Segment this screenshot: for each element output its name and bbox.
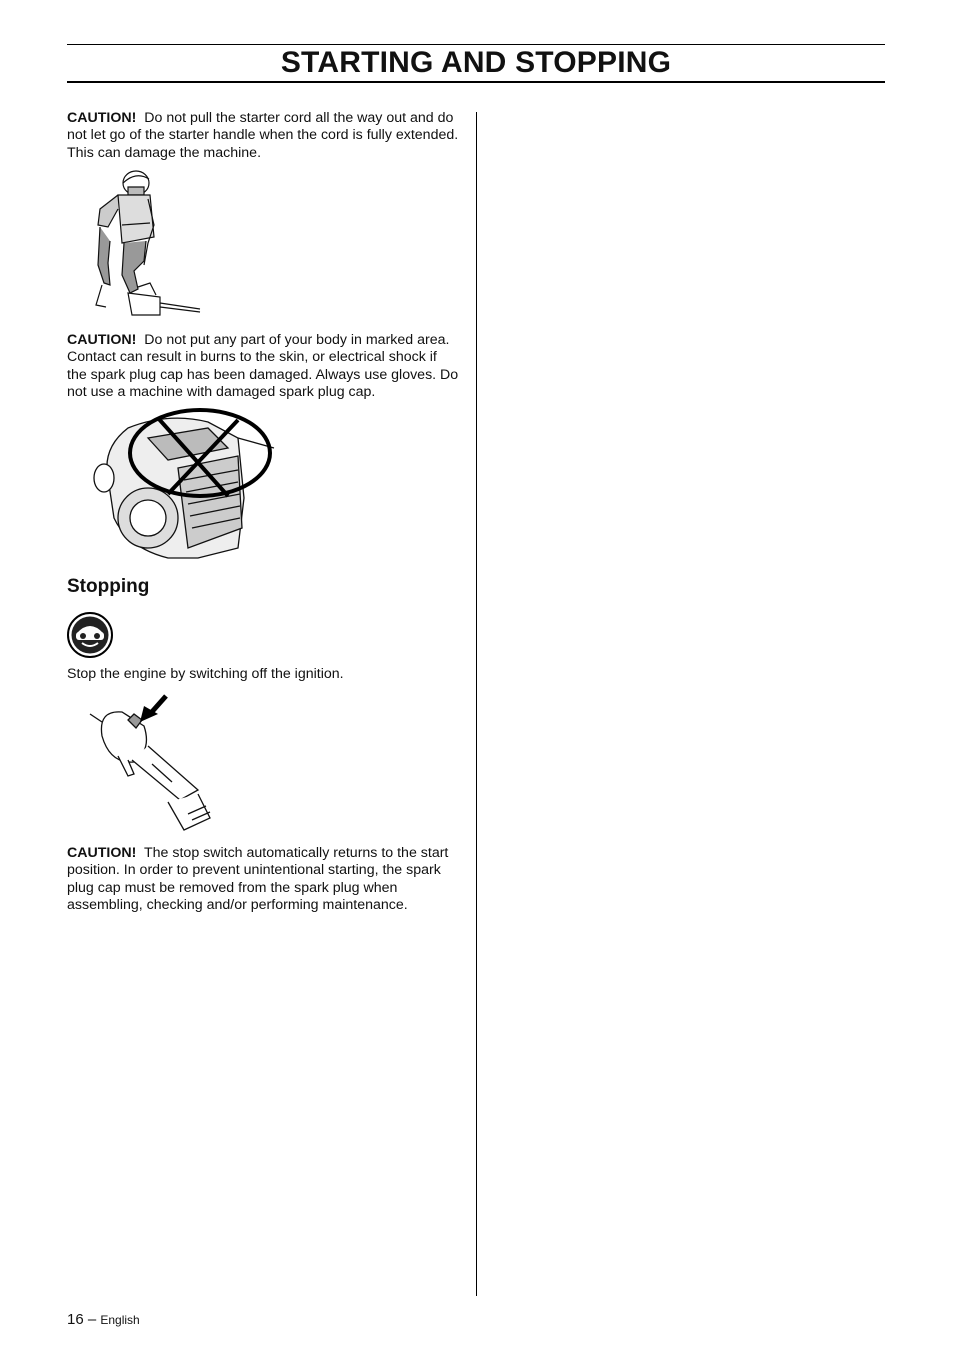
caution-label: CAUTION! xyxy=(67,332,137,348)
footer-language: English xyxy=(100,1313,140,1327)
protective-equipment-icon xyxy=(66,611,114,659)
footer-dash: – xyxy=(87,1311,97,1328)
stop-instruction-text: Stop the engine by switching off the ignition. xyxy=(67,666,344,682)
caution-paragraph-1 xyxy=(67,110,459,162)
caution-text: Do not put any part of your body in marked area. Contact can result in burns to the skin, or electrical shock if the spark plug cap has been damaged. Always use gloves. Do not use a machine with damaged spark plug cap. xyxy=(67,332,459,400)
stop-switch-illustration xyxy=(88,690,228,835)
caution-label: CAUTION! xyxy=(67,110,137,126)
section-heading-stopping: Stopping xyxy=(67,576,150,597)
page-title: STARTING AND STOPPING xyxy=(280,46,672,79)
operator-starting-illustration xyxy=(88,165,208,320)
header-rule-bottom xyxy=(67,81,885,83)
caution-paragraph-3 xyxy=(67,845,459,914)
caution-text: The stop switch automatically returns to the start position. In order to prevent unintentional starting, the spark plug cap must be removed from the spark plug when assembling, checking and/or performing maintenance. xyxy=(67,845,449,913)
engine-prohibited-area-illustration xyxy=(88,408,278,568)
column-divider xyxy=(476,112,477,1296)
caution-label: CAUTION! xyxy=(67,845,137,861)
caution-paragraph-2 xyxy=(67,332,459,401)
page-footer xyxy=(67,1311,140,1328)
page-number: 16 xyxy=(67,1311,84,1328)
caution-text: Do not pull the starter cord all the way out and do not let go of the starter handle when the cord is fully extended. This can damage the machine. xyxy=(67,110,459,161)
